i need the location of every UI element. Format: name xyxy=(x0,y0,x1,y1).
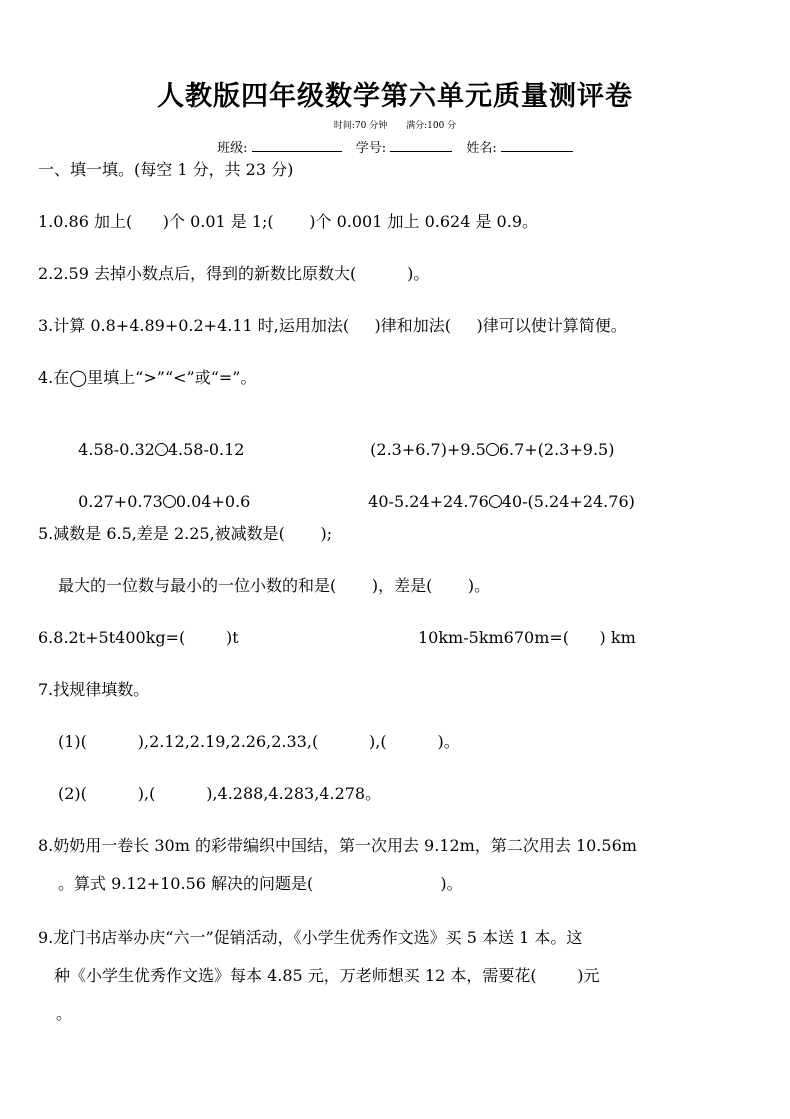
question-8-line-1: 8.奶奶用一卷长 30m 的彩带编织中国结，第一次用去 9.12m，第二次用去 10.56m xyxy=(38,836,637,855)
question-5: 5.减数是 6.5,差是 2.25,被减数是( ); xyxy=(38,524,333,543)
compare-left: 4.58-0.32 xyxy=(78,440,155,459)
question-6-part-1: 6.8.2t+5t400kg=( )t xyxy=(38,628,239,647)
compare-row-2a xyxy=(68,472,250,512)
compare-row-2b xyxy=(358,472,635,512)
compare-row-1b xyxy=(360,420,614,460)
compare-circle[interactable] xyxy=(163,495,176,508)
question-3: 3.计算 0.8+4.89+0.2+4.11 时,运用加法( )律和加法( )律可以使计算简便。 xyxy=(38,316,627,335)
question-7-sequence-2: (2)( ),( ),4.288,4.283,4.278。 xyxy=(58,784,382,803)
class-label: 班级: xyxy=(217,141,248,156)
compare-right: 0.04+0.6 xyxy=(175,492,251,511)
question-1: 1.0.86 加上( )个 0.01 是 1;( )个 0.001 加上 0.624 是 0.9。 xyxy=(38,212,539,231)
question-4: 4.在◯里填上“>”“<”或“=”。 xyxy=(38,368,257,387)
name-blank[interactable] xyxy=(501,139,573,152)
compare-left: (2.3+6.7)+9.5 xyxy=(370,440,486,459)
exam-meta xyxy=(0,118,790,131)
number-blank[interactable] xyxy=(390,139,452,152)
compare-circle[interactable] xyxy=(489,495,502,508)
question-2: 2.2.59 去掉小数点后，得到的新数比原数大( )。 xyxy=(38,264,430,283)
question-6-part-2: 10km-5km670m=( ) km xyxy=(418,628,636,647)
question-7: 7.找规律填数。 xyxy=(38,680,150,699)
compare-left: 0.27+0.73 xyxy=(78,492,163,511)
question-9-line-1: 9.龙门书店举办庆“六一”促销活动，《小学生优秀作文选》买 5 本送 1 本。这 xyxy=(38,928,583,947)
exam-time: 时间:70 分钟 xyxy=(333,121,388,131)
compare-right: 40-(5.24+24.76) xyxy=(501,492,635,511)
compare-row-1a xyxy=(68,420,244,460)
name-label: 姓名: xyxy=(466,141,497,156)
exam-score: 满分:100 分 xyxy=(406,121,457,131)
compare-right: 6.7+(2.3+9.5) xyxy=(498,440,615,459)
section-heading: 一、填一填。(每空 1 分，共 23 分) xyxy=(38,160,294,179)
compare-left: 40-5.24+24.76 xyxy=(368,492,489,511)
question-9-line-3: 。 xyxy=(56,1004,73,1023)
page-title: 人教版四年级数学第六单元质量测评卷 xyxy=(157,81,633,112)
compare-circle[interactable] xyxy=(155,443,168,456)
compare-right: 4.58-0.12 xyxy=(167,440,245,459)
question-5-part-2: 最大的一位数与最小的一位小数的和是( )，差是( )。 xyxy=(58,576,491,595)
question-7-sequence-1: (1)( ),2.12,2.19,2.26,2.33,( ),( )。 xyxy=(58,732,460,751)
question-9-line-2: 种《小学生优秀作文选》每本 4.85 元，万老师想买 12 本，需要花( )元 xyxy=(54,966,600,985)
number-label: 学号: xyxy=(355,141,387,156)
class-blank[interactable] xyxy=(252,139,342,152)
student-info xyxy=(0,137,790,156)
compare-circle[interactable] xyxy=(486,443,499,456)
question-8-line-2: 。算式 9.12+10.56 解决的问题是( )。 xyxy=(58,874,463,893)
